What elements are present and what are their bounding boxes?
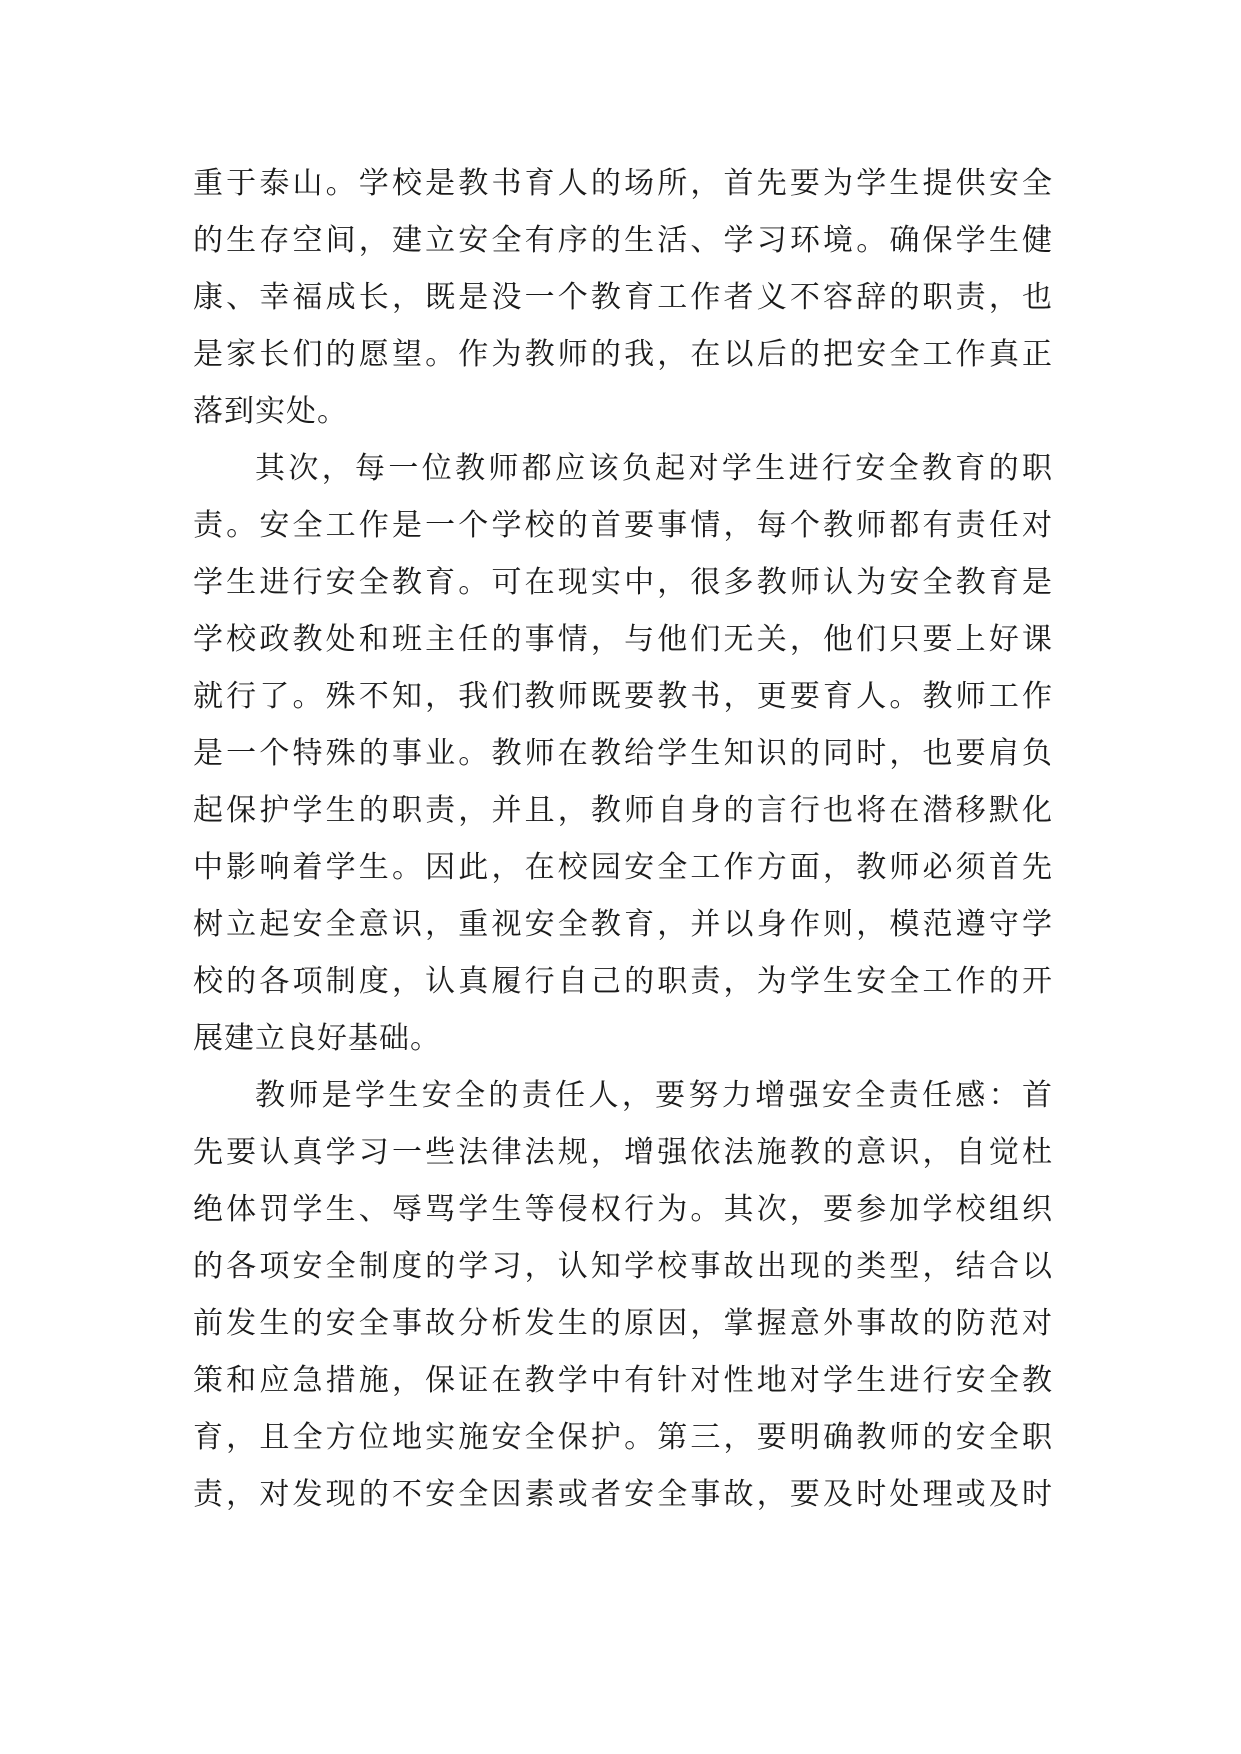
text-line: 育，且全方位地实施安全保护。第三，要明确教师的安全职: [193, 1420, 1053, 1455]
paragraph: [193, 155, 1053, 440]
text-line: 展建立良好基础。: [193, 1021, 441, 1056]
text-line: 落到实处。: [193, 394, 348, 429]
text-line: 中影响着学生。因此，在校园安全工作方面，教师必须首先: [193, 850, 1053, 885]
paragraph: [193, 1067, 1053, 1523]
body-text: [193, 155, 1053, 1523]
text-line: 的各项安全制度的学习，认知学校事故出现的类型，结合以: [193, 1249, 1053, 1284]
text-line: 树立起安全意识，重视安全教育，并以身作则，模范遵守学: [193, 907, 1053, 942]
text-line: 的生存空间，建立安全有序的生活、学习环境。确保学生健: [193, 223, 1053, 258]
paragraph: [193, 440, 1053, 1067]
text-line: 绝体罚学生、辱骂学生等侵权行为。其次，要参加学校组织: [193, 1192, 1053, 1227]
text-line: 校的各项制度，认真履行自己的职责，为学生安全工作的开: [193, 964, 1053, 999]
text-line: 是一个特殊的事业。教师在教给学生知识的同时，也要肩负: [193, 736, 1053, 771]
text-line: 学校政教处和班主任的事情，与他们无关，他们只要上好课: [193, 622, 1053, 657]
text-line: 重于泰山。学校是教书育人的场所，首先要为学生提供安全: [193, 166, 1053, 201]
text-line: 策和应急措施，保证在教学中有针对性地对学生进行安全教: [193, 1363, 1053, 1398]
text-line: 学生进行安全教育。可在现实中，很多教师认为安全教育是: [193, 565, 1053, 600]
text-line: 就行了。殊不知，我们教师既要教书，更要育人。教师工作: [193, 679, 1053, 714]
text-line: 起保护学生的职责，并且，教师自身的言行也将在潜移默化: [193, 793, 1053, 828]
text-line: 前发生的安全事故分析发生的原因，掌握意外事故的防范对: [193, 1306, 1053, 1341]
text-line: 责。安全工作是一个学校的首要事情，每个教师都有责任对: [193, 508, 1053, 543]
text-line: 其次，每一位教师都应该负起对学生进行安全教育的职: [255, 451, 1053, 486]
text-line: 康、幸福成长，既是没一个教育工作者义不容辞的职责，也: [193, 280, 1053, 315]
text-line: 责，对发现的不安全因素或者安全事故，要及时处理或及时: [193, 1477, 1053, 1512]
text-line: 教师是学生安全的责任人，要努力增强安全责任感：首: [255, 1078, 1053, 1113]
text-line: 先要认真学习一些法律法规，增强依法施教的意识，自觉杜: [193, 1135, 1053, 1170]
text-line: 是家长们的愿望。作为教师的我，在以后的把安全工作真正: [193, 337, 1053, 372]
